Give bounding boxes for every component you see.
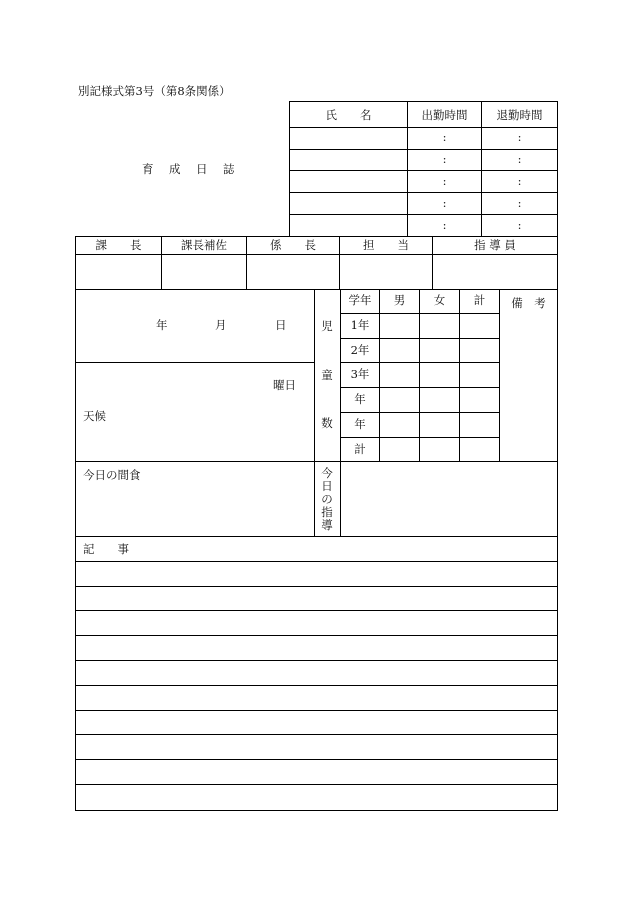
- children-grid-row: [340, 412, 499, 413]
- attendance-col-divider: [481, 102, 482, 236]
- children-header-total: 計: [473, 293, 486, 307]
- attendance-row-line: [290, 149, 557, 150]
- attendance-row-line: [290, 192, 557, 193]
- children-header-male: 男: [393, 293, 406, 307]
- record-line: [76, 734, 557, 735]
- record-label: 記 事: [83, 542, 129, 556]
- record-line: [76, 561, 557, 562]
- attendance-row-line: [290, 214, 557, 215]
- attendance-in-time[interactable]: :: [442, 218, 447, 232]
- date-month[interactable]: 月: [215, 318, 227, 332]
- children-count-label-1: 児: [321, 319, 333, 333]
- guidance-label-1: 今: [321, 466, 333, 480]
- record-line: [76, 610, 557, 611]
- children-grid-row: [340, 338, 499, 339]
- weekday-label[interactable]: 曜日: [273, 378, 296, 392]
- attendance-out-time[interactable]: :: [517, 196, 522, 210]
- approval-header-shidoin: 指 導 員: [474, 238, 516, 252]
- attendance-in-time[interactable]: :: [442, 174, 447, 188]
- attendance-header-name: 氏 名: [325, 108, 372, 122]
- form-title: 育 成 日 誌: [142, 162, 237, 176]
- guidance-label-2: 日: [321, 479, 333, 493]
- snack-top-line: [76, 461, 557, 462]
- attendance-header-in: 出勤時間: [421, 108, 468, 122]
- children-row-label: 年: [354, 417, 366, 431]
- children-grid-line: [499, 290, 500, 462]
- children-row-label: 2年: [350, 343, 370, 357]
- children-row-label: 計: [354, 442, 366, 456]
- guidance-label-4: 指: [321, 505, 333, 519]
- children-row-label: 年: [354, 392, 366, 406]
- children-grid-row: [340, 313, 499, 314]
- approval-header-kakaricho: 係 長: [270, 238, 316, 252]
- attendance-out-time[interactable]: :: [517, 130, 522, 144]
- attendance-header-out: 退勤時間: [496, 108, 543, 122]
- children-count-label-2: 童: [321, 368, 333, 382]
- attendance-out-time[interactable]: :: [517, 152, 522, 166]
- date-day[interactable]: 日: [275, 318, 287, 332]
- approval-header-kacho-hosa: 課長補佐: [181, 238, 227, 252]
- attendance-out-time[interactable]: :: [517, 218, 522, 232]
- attendance-col-divider: [407, 102, 408, 236]
- attendance-row-line: [290, 127, 557, 128]
- approval-header-line: [76, 254, 557, 255]
- remarks-label: 備 考: [511, 296, 546, 310]
- attendance-in-time[interactable]: :: [442, 196, 447, 210]
- weather-label[interactable]: 天候: [83, 409, 106, 423]
- main-form: [75, 236, 558, 811]
- attendance-in-time[interactable]: :: [442, 152, 447, 166]
- children-row-label: 1年: [350, 318, 370, 332]
- attendance-row-line: [290, 170, 557, 171]
- date-weather-line: [76, 362, 314, 363]
- approval-bottom-line: [76, 289, 557, 290]
- date-year[interactable]: 年: [156, 318, 168, 332]
- record-line: [76, 586, 557, 587]
- record-line: [76, 784, 557, 785]
- children-grid-row: [340, 437, 499, 438]
- children-count-label-3: 数: [321, 416, 333, 430]
- children-header-grade: 学年: [348, 293, 372, 307]
- record-line: [76, 660, 557, 661]
- attendance-out-time[interactable]: :: [517, 174, 522, 188]
- form-reference: 別記様式第3号（第8条関係）: [78, 84, 231, 98]
- guidance-label-5: 導: [321, 518, 333, 532]
- approval-header-tanto: 担 当: [363, 238, 409, 252]
- approval-header-kacho: 課 長: [95, 238, 142, 252]
- section-divider: [314, 290, 315, 537]
- children-grid-row: [340, 387, 499, 388]
- record-line: [76, 635, 557, 636]
- snack-label: 今日の間食: [83, 468, 141, 482]
- record-top-line: [76, 536, 557, 537]
- record-line: [76, 710, 557, 711]
- children-header-female: 女: [433, 293, 446, 307]
- guidance-label-3: の: [321, 492, 333, 506]
- attendance-in-time[interactable]: :: [442, 130, 447, 144]
- children-grid-row: [340, 362, 499, 363]
- children-row-label: 3年: [350, 367, 370, 381]
- record-line: [76, 685, 557, 686]
- record-line: [76, 759, 557, 760]
